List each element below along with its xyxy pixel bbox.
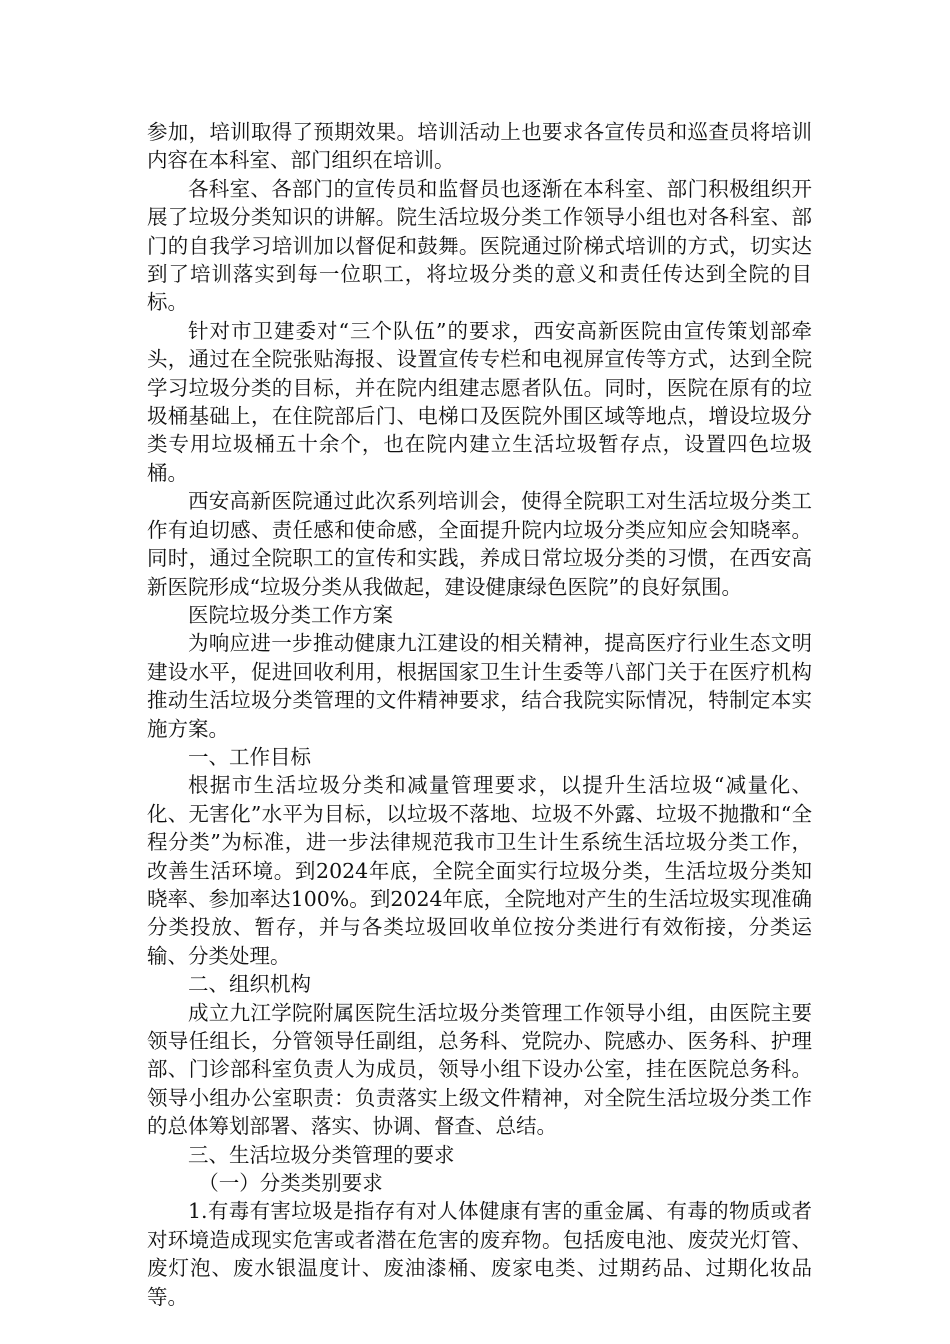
section-heading-requirements: 三、生活垃圾分类管理的要求 [188, 1142, 455, 1167]
section-heading-goals: 一、工作目标 [188, 744, 311, 769]
paragraph-training-summary: 西安高新医院通过此次系列培训会，使得全院职工对生活垃圾分类工作有迫切感、责任感和使命感，全面提升院内垃圾分类应知应会知晓率。同时，通过全院职工的宣传和实践，养成日常垃圾分类的习惯，在西安高新医院形成“垃圾分类从我做起，建设健康绿色医院”的良好氛围。 [147, 489, 812, 599]
paragraph-goals: 根据市生活垃圾分类和减量管理要求，以提升生活垃圾“减量化、化、无害化”水平为目标，以垃圾不落地、垃圾不外露、垃圾不抛撒和“全程分类”为标准，进一步法律规范我市卫生计生系统生活垃圾分类工作，改善生活环境。到2024年底，全院全面实行垃圾分类，生活垃圾分类知晓率、参加率达100%。到2024年底，全院地对产生的生活垃圾实现准确分类投放、暂存，并与各类垃圾回收单位按分类进行有效衔接，分类运输、分类处理。 [147, 773, 812, 968]
paragraph-organization: 成立九江学院附属医院生活垃圾分类管理工作领导小组，由医院主要领导任组长，分管领导任副组，总务科、党院办、院感办、医务科、护理部、门诊部科室负责人为成员，领导小组下设办公室，挂在医院总务科。领导小组办公室职责：负责落实上级文件精神，对全院生活垃圾分类工作的总体筹划部署、落实、协调、督查、总结。 [147, 1000, 812, 1139]
section-heading-organization: 二、组织机构 [188, 972, 311, 997]
document-title: 医院垃圾分类工作方案 [188, 602, 393, 627]
paragraph-three-teams: 针对市卫建委对“三个队伍”的要求，西安高新医院由宣传策划部牵头，通过在全院张贴海报、设置宣传专栏和电视屏宣传等方式，达到全院学习垃圾分类的目标，并在院内组建志愿者队伍。同时，医院在原有的垃圾桶基础上，在住院部后门、电梯口及医院外围区域等地点，增设垃圾分类专用垃圾桶五十余个，也在院内建立生活垃圾暂存点，设置四色垃圾桶。 [147, 318, 812, 485]
paragraph-training-result: 参加，培训取得了预期效果。培训活动上也要求各宣传员和巡查员将培训内容在本科室、部门组织在培训。 [147, 120, 812, 173]
paragraph-department-training: 各科室、各部门的宣传员和监督员也逐渐在本科室、部门积极组织开展了垃圾分类知识的讲解。院生活垃圾分类工作领导小组也对各科室、部门的自我学习培训加以督促和鼓舞。医院通过阶梯式培训的方式，切实达到了培训落实到每一位职工，将垃圾分类的意义和责任传达到全院的目标。 [147, 176, 812, 315]
subsection-heading-categories: （一）分类类别要求 [198, 1171, 383, 1196]
paragraph-introduction: 为响应进一步推动健康九江建设的相关精神，提高医疗行业生态文明建设水平，促进回收利用，根据国家卫生计生委等八部门关于在医疗机构推动生活垃圾分类管理的文件精神要求，结合我院实际情况，特制定本实施方案。 [147, 631, 812, 741]
document-page [147, 118, 812, 1311]
paragraph-hazardous-waste: 1.有毒有害垃圾是指存有对人体健康有害的重金属、有毒的物质或者对环境造成现实危害或者潜在危害的废弃物。包括废电池、废荧光灯管、废灯泡、废水银温度计、废油漆桶、废家电类、过期药品、过期化妆品等。 [147, 1199, 812, 1309]
